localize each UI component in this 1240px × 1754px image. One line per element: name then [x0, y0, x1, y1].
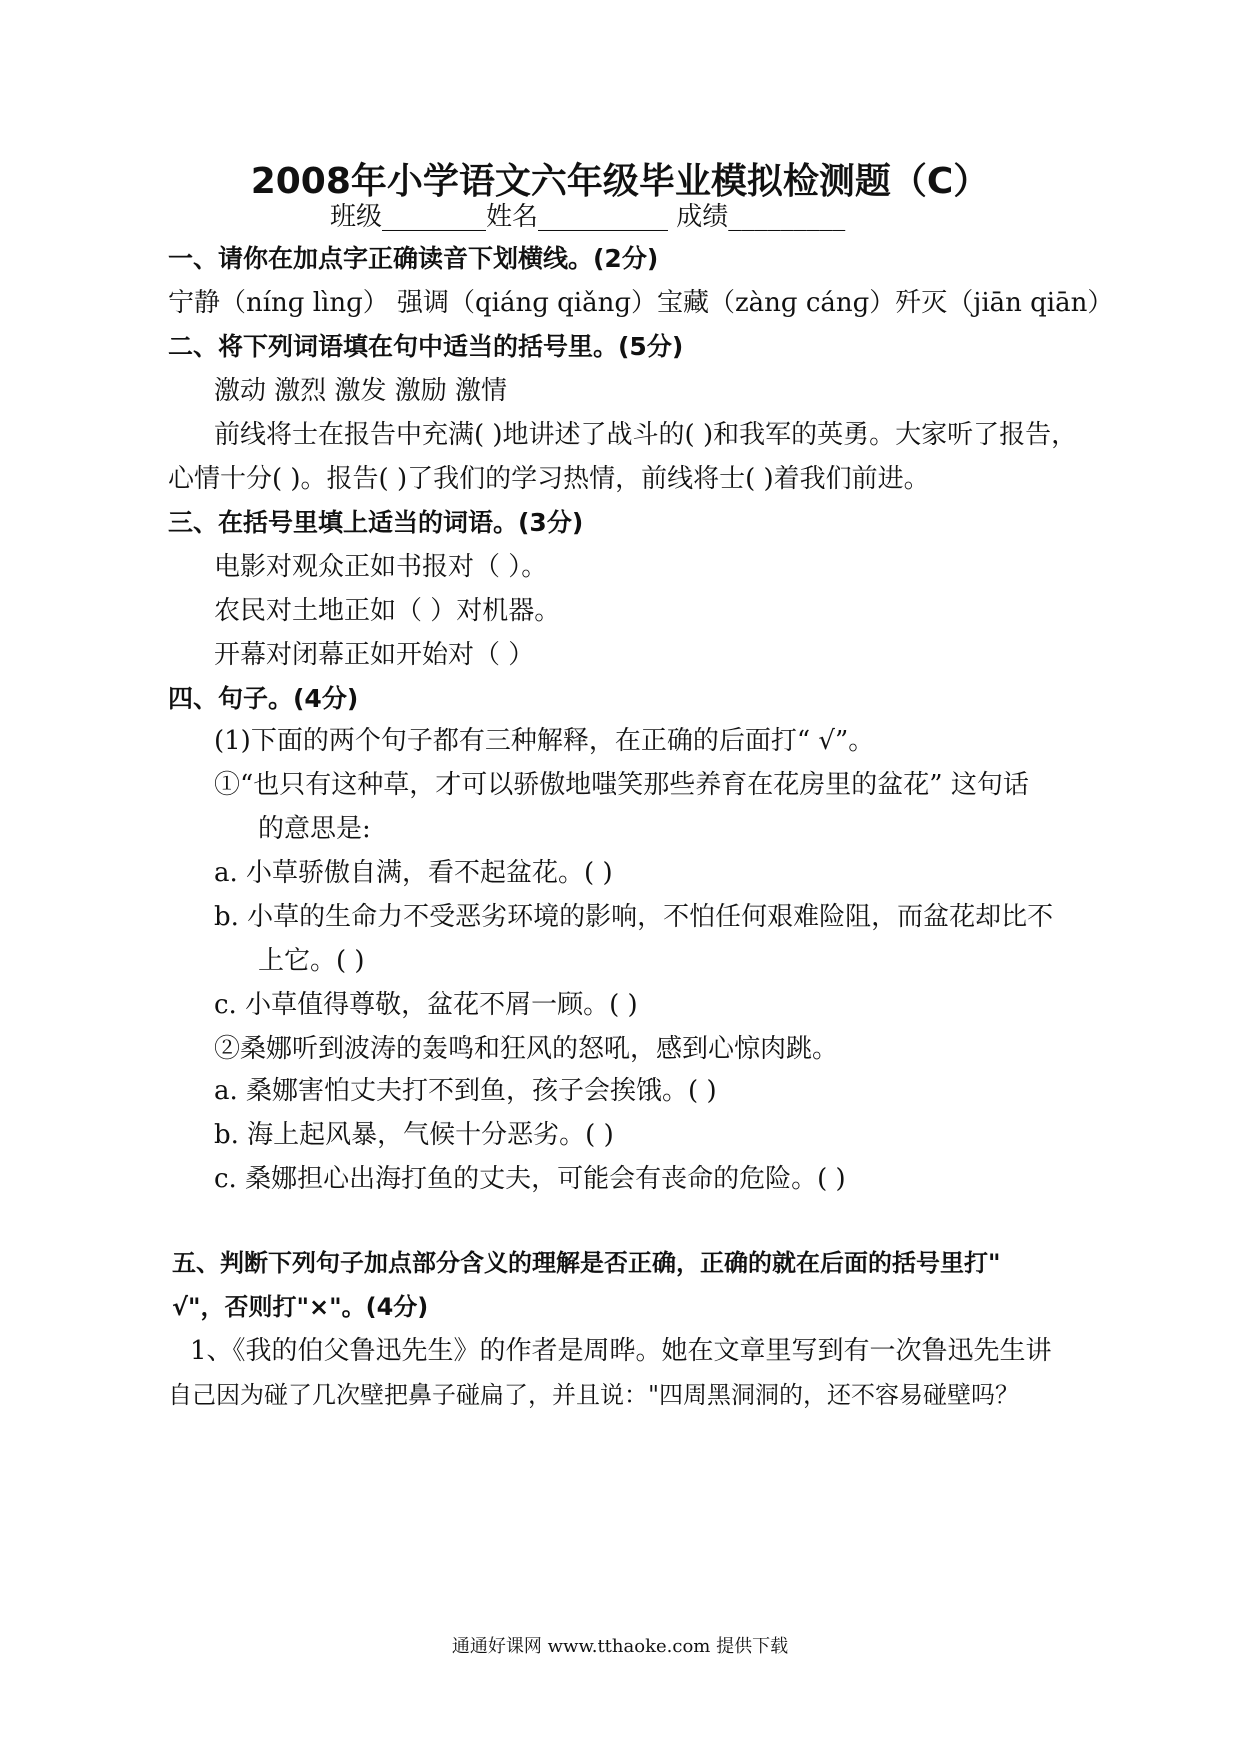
section3-item: 开幕对闭幕正如开始对（ ）	[214, 640, 535, 670]
section1-header: 一、请你在加点字正确读音下划横线。(2分)	[168, 244, 659, 273]
section5-header-line2: √"，否则打"×"。(4分)	[172, 1293, 429, 1321]
section4-q2-option-b: b. 海上起风暴，气候十分恶劣。( )	[214, 1120, 614, 1150]
section5-item1-line2: 自己因为碰了几次壁把鼻子碰扁了，并且说："四周黑洞洞的，还不容易碰壁吗？	[168, 1381, 1020, 1409]
section4-intro: (1)下面的两个句子都有三种解释，在正确的后面打“ √”。	[214, 726, 875, 756]
section2-word-list: 激动 激烈 激发 激励 激情	[214, 376, 508, 406]
section4-q1-line1: ①“也只有这种草，才可以骄傲地嗤笑那些养育在花房里的盆花” 这句话	[214, 770, 1029, 800]
section4-header: 四、句子。(4分)	[168, 684, 359, 713]
section2-sentence-line2: 心情十分( )。报告( )了我们的学习热情，前线将士( )着我们前进。	[168, 464, 930, 494]
section4-q1-option-c: c. 小草值得尊敬，盆花不屑一顾。( )	[214, 990, 638, 1020]
section5-item1-line1: 1、《我的伯父鲁迅先生》的作者是周晔。她在文章里写到有一次鲁迅先生讲	[190, 1336, 1052, 1366]
section4-q1-option-b-line2: 上它。( )	[258, 946, 365, 976]
student-info-line: 班级________姓名__________ 成绩_________	[330, 202, 846, 232]
section2-sentence-line1: 前线将士在报告中充满( )地讲述了战斗的( )和我军的英勇。大家听了报告，	[214, 420, 1078, 450]
section3-item: 电影对观众正如书报对（ ）。	[214, 552, 548, 582]
section4-q2: ②桑娜听到波涛的轰鸣和狂风的怒吼，感到心惊肉跳。	[214, 1034, 839, 1064]
section4-q2-option-a: a. 桑娜害怕丈夫打不到鱼，孩子会挨饿。( )	[214, 1076, 717, 1106]
section1-pinyin-line: 宁静（nínɡ lìnɡ） 强调（qiánɡ qiǎnɡ）宝藏（zànɡ cánɡ）歼灭（jiān qiān）	[168, 288, 1114, 318]
section2-header: 二、将下列词语填在句中适当的括号里。(5分)	[168, 332, 684, 361]
section4-q2-option-c: c. 桑娜担心出海打鱼的丈夫，可能会有丧命的危险。( )	[214, 1164, 846, 1194]
section4-q1-line2: 的意思是:	[258, 814, 371, 844]
section4-q1-option-b-line1: b. 小草的生命力不受恶劣环境的影响，不怕任何艰难险阻，而盆花却比不	[214, 902, 1054, 932]
section4-q1-option-a: a. 小草骄傲自满，看不起盆花。( )	[214, 858, 613, 888]
section5-header-line1: 五、判断下列句子加点部分含义的理解是否正确，正确的就在后面的括号里打"	[172, 1249, 1001, 1277]
download-footer: 通通好课网 www.tthaoke.com 提供下载	[451, 1636, 789, 1657]
section3-header: 三、在括号里填上适当的词语。(3分)	[168, 508, 584, 537]
section3-item: 农民对土地正如（ ）对机器。	[214, 596, 561, 626]
exam-title: 2008年小学语文六年级毕业模拟检测题（C）	[250, 161, 990, 202]
